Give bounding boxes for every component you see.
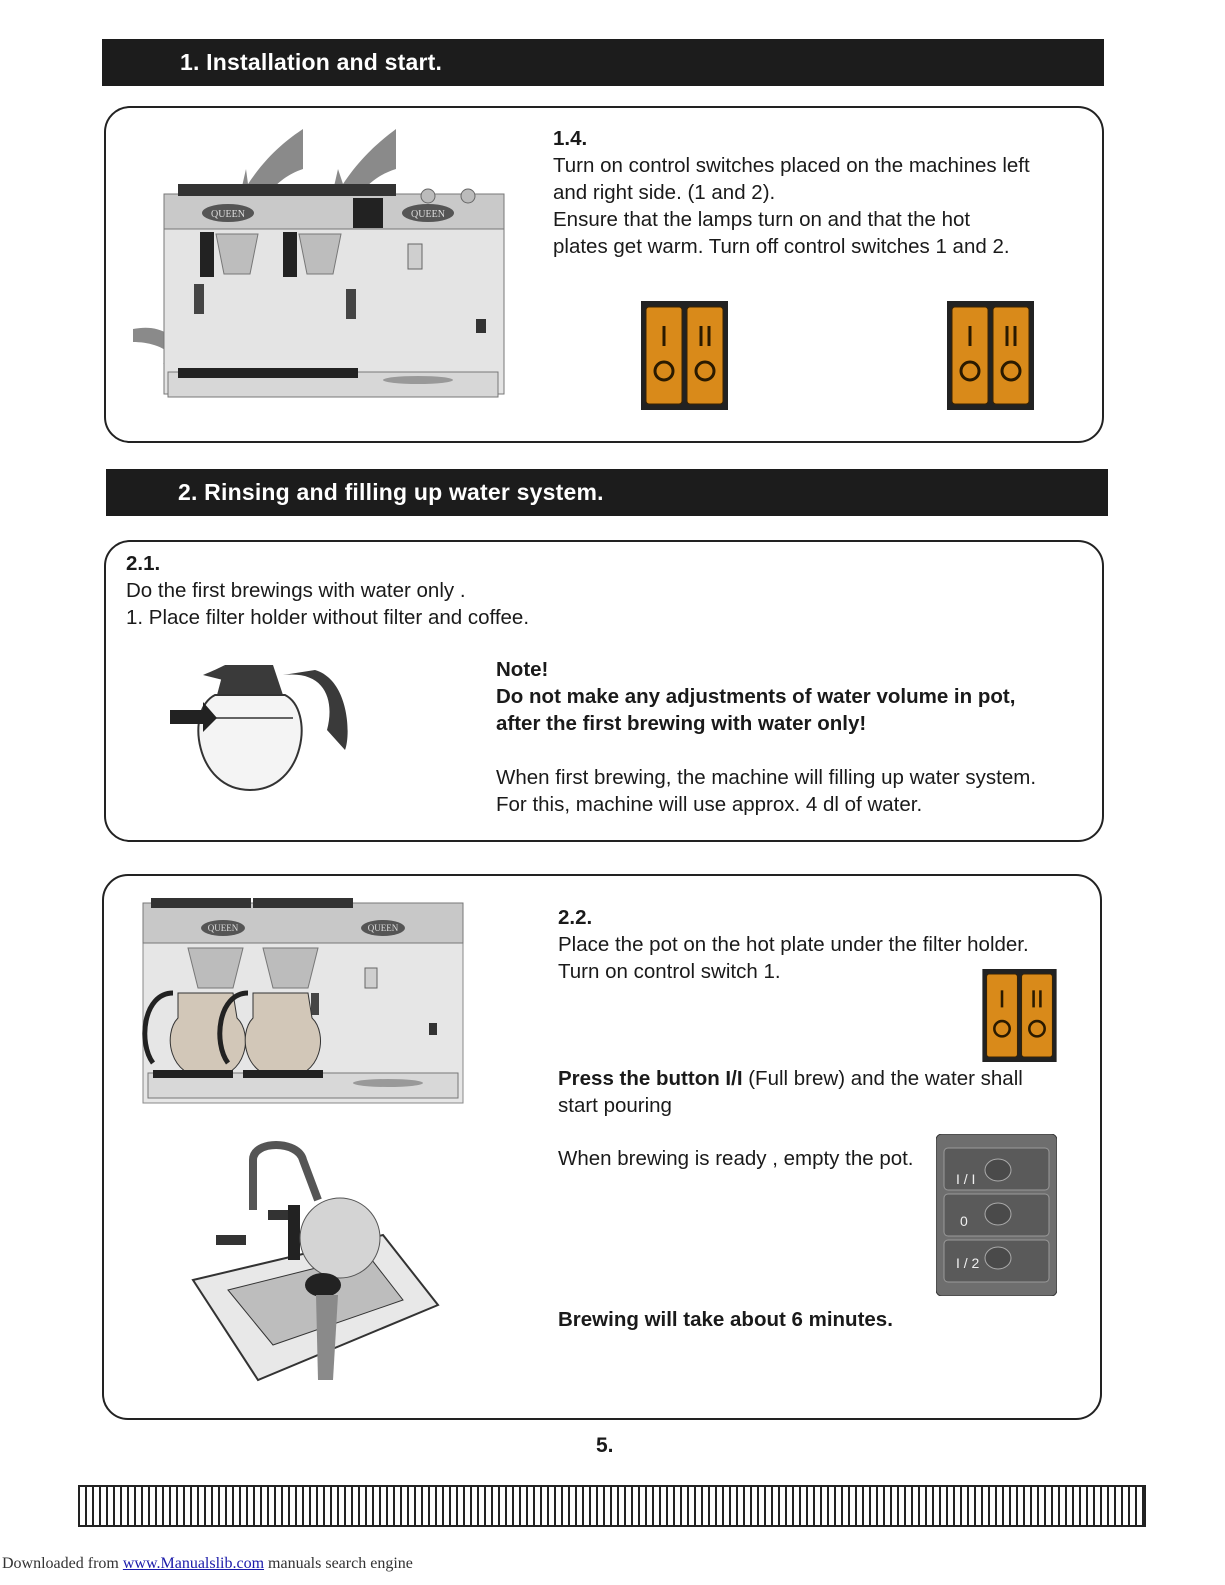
step-line: and right side. (1 and 2). [553,181,776,204]
note-line: after the first brewing with water only! [496,712,867,735]
footer-stripe-bar [78,1485,1146,1527]
note-line: Do not make any adjustments of water volume in pot, [496,685,1016,708]
section-title: 1. Installation and start. [180,49,443,75]
rocker-switch-icon [982,969,1057,1062]
footer-source-line [2,1555,413,1573]
step-line: Turn on control switch 1. [558,960,781,983]
step-line: Do the first brewings with water only . [126,579,466,602]
note-title: Note! [496,658,549,681]
coffee-pot-illustration [165,660,350,795]
brew-button-panel-icon [936,1134,1057,1296]
footer-suffix: manuals search engine [264,1555,413,1572]
panel-label: 0 [960,1213,968,1229]
step-line: Ensure that the lamps turn on and that the hot [553,208,971,231]
info-line: When first brewing, the machine will filling up water system. [496,766,1037,789]
panel-label: I / I [956,1171,976,1187]
section-title: 2. Rinsing and filling up water system. [178,479,604,505]
press-rest: (Full brew) and the water shall [742,1067,1023,1090]
press-line2: start pouring [558,1094,672,1117]
step-line: 1. Place filter holder without filter and coffee. [126,606,530,629]
step-line: Place the pot on the hot plate under the filter holder. [558,933,1029,956]
step-line: Turn on control switches placed on the machines left [553,154,1030,177]
step-1-4-text [553,125,1073,260]
svg-text:QUEEN: QUEEN [367,923,399,933]
step-2-1-text [126,550,726,631]
svg-text:QUEEN: QUEEN [411,209,445,220]
manualslib-link[interactable]: www.Manualslib.com [122,1555,265,1572]
ready-instruction [558,1145,938,1172]
step-number: 2.1. [126,552,161,575]
section-header-installation [102,39,1104,86]
info-line: For this, machine will use approx. 4 dl of water. [496,793,923,816]
logo-text: QUEEN [211,209,245,220]
rocker-switch-icon [641,301,728,410]
step-line: plates get warm. Turn off control switches 1 and 2. [553,235,1010,258]
rocker-switch-icon [947,301,1034,410]
step-number: 2.2. [558,906,593,929]
duration-text: Brewing will take about 6 minutes. [558,1308,893,1331]
machine-with-pots-illustration [133,893,468,1108]
ready-text: When brewing is ready , empty the pot. [558,1147,914,1170]
svg-text:QUEEN: QUEEN [207,923,239,933]
press-bold: Press the button I/I [558,1067,743,1090]
sink-illustration [188,1140,443,1385]
duration-note [558,1306,1078,1333]
coffee-machine-illustration [128,124,523,414]
page-number: 5. [596,1434,614,1457]
note-block [496,656,1086,818]
section-header-rinsing [106,469,1108,516]
press-instruction [558,1065,1078,1119]
step-number: 1.4. [553,127,588,150]
panel-label: I / 2 [956,1255,980,1271]
footer-prefix: Downloaded from [2,1555,123,1572]
